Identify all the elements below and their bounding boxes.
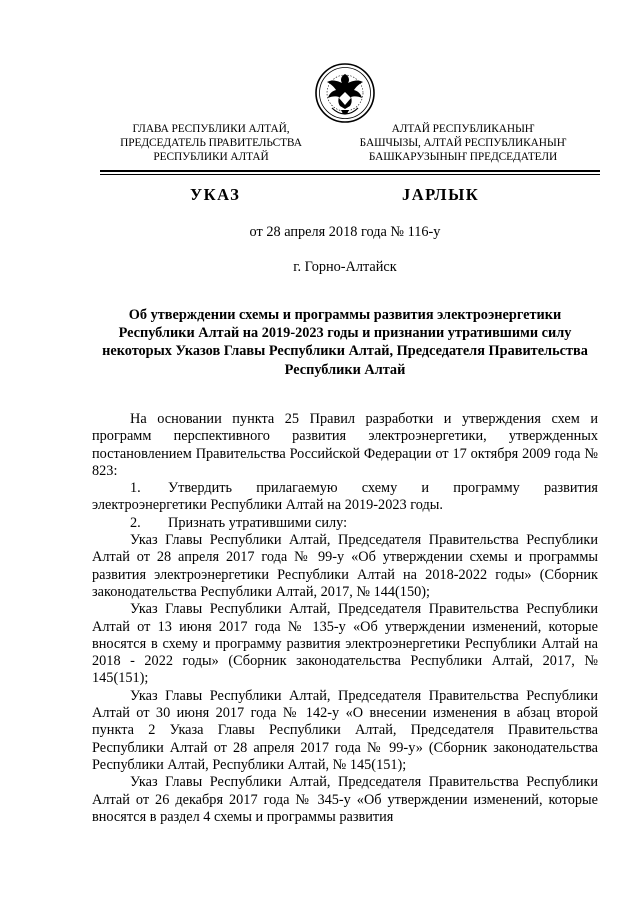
document-heading: Об утверждении схемы и программы развития электроэнергетики Республики Алтай на 2019-2023 годы и признании утратившими силу некоторых Указов Главы Республики Алтай, Председателя Правительства Республики Алтай — [102, 307, 588, 378]
coat-of-arms-emblem — [314, 62, 376, 124]
paragraph-ukaz-4: Указ Главы Республики Алтай, Председателя Правительства Республики Алтай от 26 декабря 2017 года № 345-у «Об утверждении изменений, которые вносятся в раздел 4 схемы и программы развития — [92, 774, 598, 825]
item-1-text: Утвердить прилагаемую схему и программу развития электроэнергетики Республики Алтай на 2019-2023 годы. — [92, 480, 598, 514]
header-right-line-1: АЛТАЙ РЕСПУБЛИКАНЫҤ — [391, 123, 535, 135]
document-date-number: от 28 апреля 2018 года № 116-у — [249, 224, 441, 240]
paragraph-item-2 — [92, 515, 598, 532]
paragraph-ukaz-1: Указ Главы Республики Алтай, Председателя Правительства Республики Алтай от 28 апреля 2017 года № 99-у «Об утверждении схемы и программы развития электроэнергетики Республики Алтай на 2018-2022 годы» (Сборник законодательства Республики Алтай, 2017, № 144(150); — [92, 532, 598, 600]
item-2-number: 2. — [130, 514, 141, 531]
paragraph-item-1 — [92, 480, 598, 515]
header-right-line-3: БАШКАРУЗЫНЫҤ ПРЕДСЕДАТЕЛИ — [368, 151, 558, 163]
item-1-number: 1. — [130, 480, 141, 497]
header-left-line-3: РЕСПУБЛИКИ АЛТАЙ — [153, 151, 269, 163]
document-type-alt: JАРЛЫК — [402, 185, 480, 204]
header-divider-thin — [100, 174, 600, 175]
header-right-line-2: БАШЧЫЗЫ, АЛТАЙ РЕСПУБЛИКАНЫҤ — [359, 137, 567, 149]
paragraph-intro: На основании пункта 25 Правил разработки и утверждения схем и программ перспективного развития электроэнергетики, утвержденных постановлением Правительства Российской Федерации от 17 октября 2009 года № 823: — [92, 411, 598, 479]
document-body — [92, 411, 598, 825]
document-type-ru: УКАЗ — [190, 185, 241, 204]
header-divider-thick — [100, 170, 600, 172]
header-left-block — [100, 122, 322, 164]
paragraph-ukaz-2: Указ Главы Республики Алтай, Председателя Правительства Республики Алтай от 13 июня 2017 года № 135-у «Об утверждении изменений, которые вносятся в схему и программу развития электроэнергетики Республики Алтай на 2018 - 2022 годы» (Сборник законодательства Республики Алтай, 2017, № 145(151); — [92, 601, 598, 687]
header-left-line-2: ПРЕДСЕДАТЕЛЬ ПРАВИТЕЛЬСТВА — [120, 137, 302, 149]
header-right-block — [338, 122, 588, 164]
item-2-text: Признать утратившими силу: — [168, 514, 348, 531]
header-left-line-1: ГЛАВА РЕСПУБЛИКИ АЛТАЙ, — [132, 123, 290, 135]
paragraph-ukaz-3: Указ Главы Республики Алтай, Председателя Правительства Республики Алтай от 30 июня 2017 года № 142-у «О внесении изменения в абзац второй пункта 2 Указа Главы Республики Алтай, Председателя Правительства Республики Алтай от 28 апреля 2017 года № 99-у» (Сборник законодательства Республики Алтай, Республики Алтай, № 145(151); — [92, 687, 598, 773]
document-city: г. Горно-Алтайск — [293, 259, 397, 275]
